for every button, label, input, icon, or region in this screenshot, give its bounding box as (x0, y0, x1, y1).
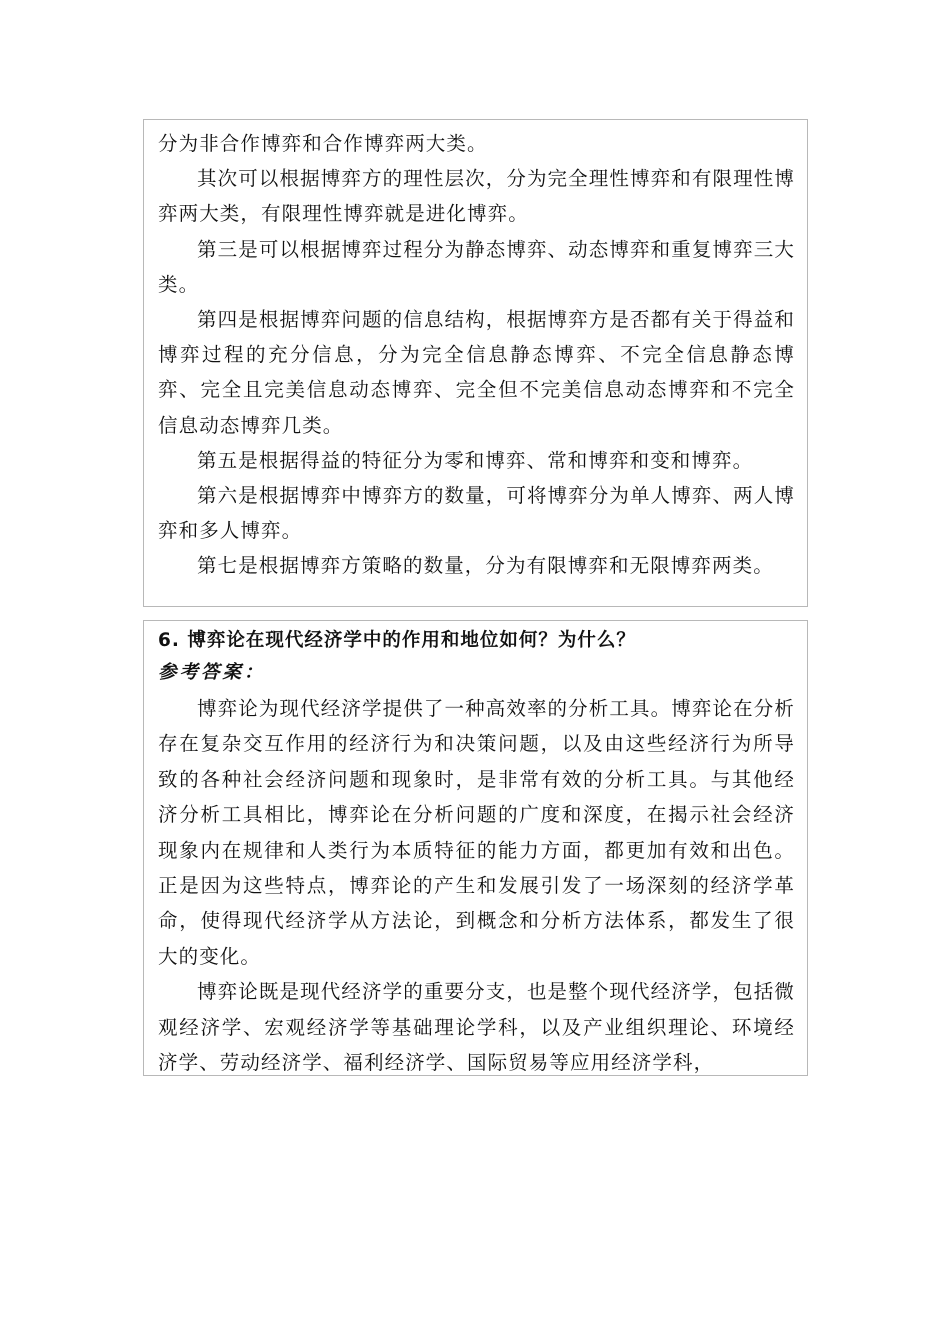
answer-label: 参考答案： (158, 662, 266, 683)
text-box-question-6 (143, 620, 808, 1076)
paragraph-strategy-count-classification: 第七是根据博弈方策略的数量，分为有限博弈和无限博弈两类。 (197, 554, 774, 578)
paragraph-rationality-classification: 其次可以根据博弈方的理性层次，分为完全理性博弈和有限理性博弈两大类，有限理性博弈就是进化博弈。 (158, 167, 795, 226)
answer-paragraph-analysis-tool: 博弈论为现代经济学提供了一种高效率的分析工具。博弈论在分析存在复杂交互作用的经济行为和决策问题，以及由这些经济行为所导致的各种社会经济问题和现象时，是非常有效的分析工具。与其他经济分析工具相比，博弈论在分析问题的广度和深度，在揭示社会经济现象内在规律和人类行为本质特征的能力方面，都更加有效和出色。正是因为这些特点，博弈论的产生和发展引发了一场深刻的经济学革命，使得现代经济学从方法论，到概念和分析方法体系，都发生了很大的变化。 (158, 697, 795, 968)
answer-paragraph-branch: 博弈论既是现代经济学的重要分支，也是整个现代经济学，包括微观经济学、宏观经济学等基础理论学科，以及产业组织理论、环境经济学、劳动经济学、福利经济学、国际贸易等应用经济学科， (158, 980, 795, 1075)
text-box-game-classification (143, 119, 808, 607)
paragraph-information-classification: 第四是根据博弈问题的信息结构，根据博弈方是否都有关于得益和博弈过程的充分信息，分为完全信息静态博弈、不完全信息静态博弈、完全且完美信息动态博弈、完全但不完美信息动态博弈和不完全信息动态博弈几类。 (158, 308, 795, 437)
paragraph-cooperative-classification: 分为非合作博弈和合作博弈两大类。 (158, 132, 488, 155)
paragraph-payoff-classification: 第五是根据得益的特征分为零和博弈、常和博弈和变和博弈。 (197, 448, 754, 472)
paragraph-process-classification: 第三是可以根据博弈过程分为静态博弈、动态博弈和重复博弈三大类。 (158, 237, 795, 296)
question-title: 6. 博弈论在现代经济学中的作用和地位如何？为什么？ (158, 630, 636, 651)
paragraph-player-count-classification: 第六是根据博弈中博弈方的数量，可将博弈分为单人博弈、两人博弈和多人博弈。 (158, 484, 795, 543)
